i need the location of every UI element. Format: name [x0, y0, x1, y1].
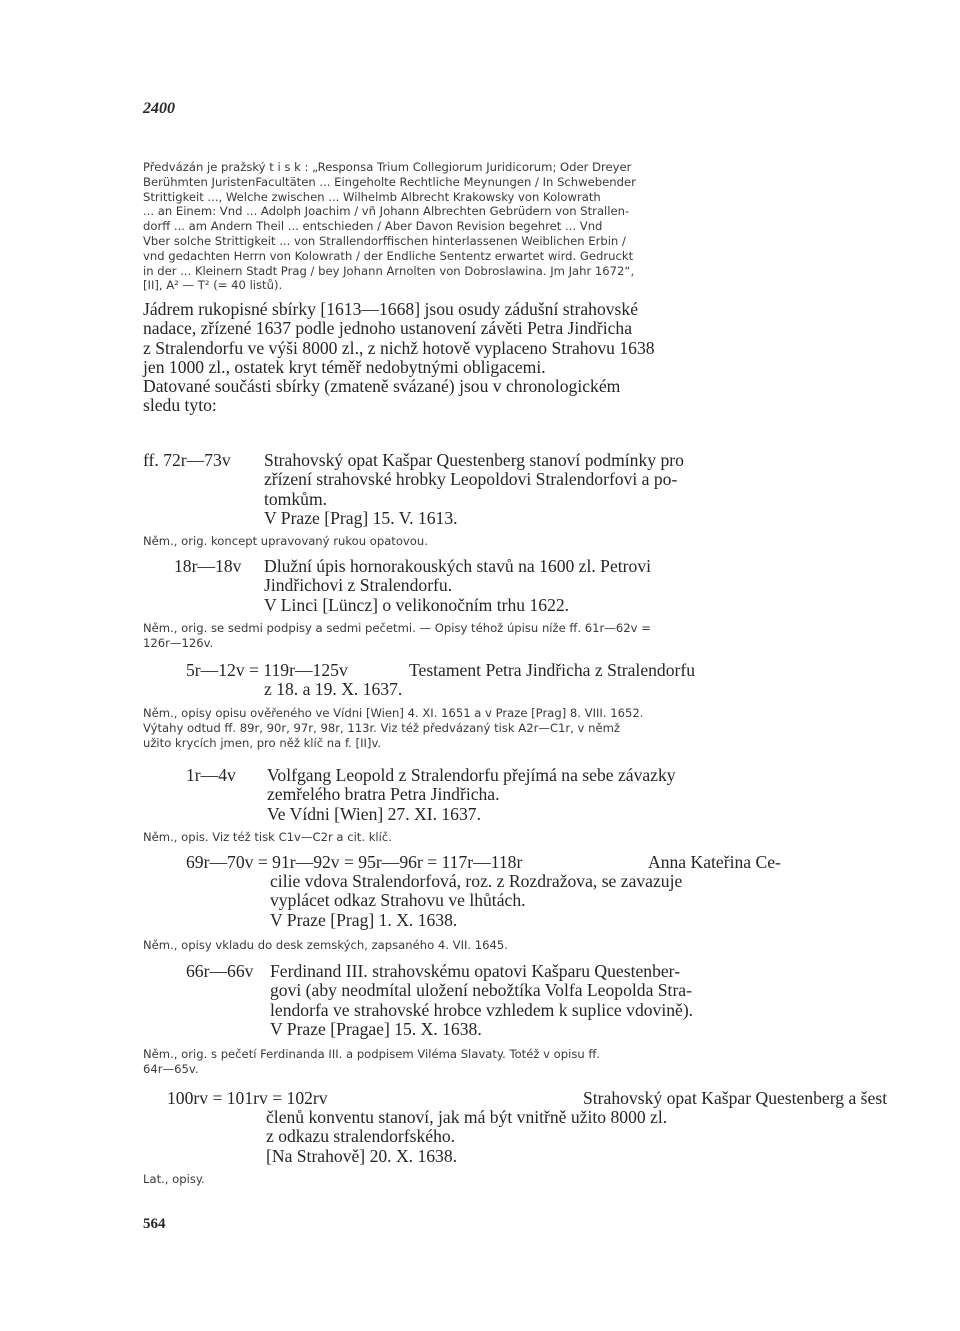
entry-note-line: užito krycích jmen, pro něž klíč na f. [II]v. — [143, 735, 382, 750]
entry-regest — [409, 661, 824, 680]
intro-line: Jádrem rukopisné sbírky [1613—1668] jsou osudy zádušní strahovské — [143, 299, 639, 319]
print-note — [143, 160, 823, 293]
entry-folio-reference: 66r—66v — [186, 961, 254, 981]
intro-paragraph — [143, 300, 823, 416]
entry-folio-reference: 69r—70v = 91r—92v = 95r—96r = 117r—118r — [186, 852, 523, 872]
intro-line: Datované součásti sbírky (zmateně svázané) jsou v chronologickém — [143, 376, 621, 397]
entry-regest — [270, 962, 830, 1039]
print-note-line: dorff ... am Andern Theil ... entschieden / Aber Davon Revision begehret ... Vnd — [143, 219, 603, 234]
entry-folio-reference: 18r—18v — [174, 556, 242, 576]
print-note-line: in der ... Kleinern Stadt Prag / bey Johann Arnolten von Dobroslawina. Jm Jahr 1672“, — [143, 263, 635, 278]
page-number: 564 — [143, 1216, 166, 1232]
entry-note-line: Výtahy odtud ff. 89r, 90r, 97r, 98r, 113r. Viz též předvázaný tisk A2r—C1r, v němž — [143, 720, 620, 735]
entry-note-line: Něm., opisy opisu ověřeného ve Vídni [Wien] 4. XI. 1651 a v Praze [Prag] 8. VIII. 1652. — [143, 706, 644, 720]
entry-regest-line: Volfgang Leopold z Stralendorfu přejímá na sebe závazky — [267, 765, 676, 785]
entry-regest — [267, 766, 827, 824]
entry-regest-line: govi (aby neodmítal uložení nebožtíka Volfa Leopolda Stra- — [270, 980, 692, 1001]
entry-date-line: V Praze [Pragae] 15. X. 1638. — [270, 1018, 482, 1039]
entry-regest-line: Strahovský opat Kašpar Questenberg stanoví podmínky pro — [264, 450, 684, 470]
entry-note-line: Lat., opisy. — [143, 1172, 205, 1186]
entry-note — [143, 830, 823, 845]
entry-regest — [648, 853, 828, 872]
intro-line: sledu tyto: — [143, 395, 217, 416]
entry-regest-line: lendorfa ve strahovské hrobce vzhledem k suplice vdovině). — [270, 999, 694, 1020]
entry-regest-line: z odkazu stralendorfského. — [266, 1126, 456, 1147]
entry-note-line: Něm., orig. koncept upravovaný rukou opatovou. — [143, 534, 428, 548]
intro-line: z Stralendorfu ve výši 8000 zl., z nichž hotově vyplaceno Strahovu 1638 — [143, 337, 655, 358]
entry-folio-reference: ff. 72r—73v — [143, 450, 231, 470]
entry-regest-line: cilie vdova Stralendorfová, roz. z Rozdražova, se zavazuje — [270, 871, 683, 891]
entry-note — [143, 938, 823, 953]
entry-regest-line: zřízení strahovské hrobky Leopoldovi Stralendorfovi a po- — [264, 469, 678, 490]
entry-folio-reference: 1r—4v — [186, 765, 236, 785]
intro-line: jen 1000 zl., ostatek kryt téměř nedobytnými obligacemi. — [143, 356, 546, 377]
entry-regest — [264, 451, 824, 528]
entry-note-line: Něm., orig. se sedmi podpisy a sedmi pečetmi. — Opisy téhož úpisu níže ff. 61r—62v = — [143, 621, 651, 635]
entry-regest-line: Strahovský opat Kašpar Questenberg a šest — [583, 1088, 888, 1108]
print-note-line: ... an Einem: Vnd ... Adolph Joachim / vñ Johann Albrechten Gebrüdern von Strallen- — [143, 204, 630, 219]
entry-regest-line: členů konventu stanoví, jak má být vnitřně užito 8000 zl. — [266, 1107, 668, 1127]
entry-date-line: Ve Vídni [Wien] 27. XI. 1637. — [267, 803, 481, 824]
entry-date-line: [Na Strahově] 20. X. 1638. — [266, 1145, 458, 1166]
entry-note — [143, 706, 823, 750]
entry-date — [264, 680, 824, 699]
entry-regest-line: Ferdinand III. strahovskému opatovi Kašparu Questenber- — [270, 961, 681, 981]
entry-regest-continued — [270, 872, 830, 930]
print-note-line: Vber solche Strittigkeit ... von Strallendorffischen hinterlassenen Weiblichen Erbin / — [143, 233, 626, 248]
print-note-line: [II], A² — T² (= 40 listů). — [143, 278, 283, 293]
entry-folio-reference: 5r—12v = 119r—125v — [186, 660, 348, 680]
entry-regest-line: tomkům. — [264, 488, 328, 509]
entry-date-line: V Praze [Prag] 15. V. 1613. — [264, 507, 458, 528]
print-note-line: vnd gedachten Herrn von Kolowrath / der Endliche Sententz erwartet wird. Gedruckt — [143, 248, 634, 263]
print-note-line: Předvázán je pražský t i s k : „Responsa Trium Collegiorum Juridicorum; Oder Dreyer — [143, 160, 632, 174]
print-note-line: Strittigkeit ..., Welche zwischen ... Wilhelmb Albrecht Krakowsky von Kolowrath — [143, 189, 601, 204]
entry-regest-line: Jindřichovi z Stralendorfu. — [264, 575, 453, 596]
entry-note — [143, 1047, 823, 1077]
entry-regest-line: Anna Kateřina Ce- — [648, 852, 781, 872]
entry-note-line: Něm., orig. s pečetí Ferdinanda III. a podpisem Viléma Slavaty. Totéž v opisu ff. — [143, 1047, 601, 1061]
entry-date-line: z 18. a 19. X. 1637. — [264, 679, 403, 699]
intro-line: nadace, zřízené 1637 podle jednoho ustanovení závěti Petra Jindřicha — [143, 318, 633, 339]
entry-date-line: V Linci [Lüncz] o velikonočním trhu 1622. — [264, 594, 570, 615]
entry-note-line: Něm., opis. Viz též tisk C1v—C2r a cit. klíč. — [143, 830, 392, 844]
entry-note — [143, 1172, 823, 1187]
entry-note-line: Něm., opisy vkladu do desk zemských, zapsaného 4. VII. 1645. — [143, 938, 508, 952]
entry-regest-line: Dlužní úpis hornorakouských stavů na 1600 zl. Petrovi — [264, 556, 652, 576]
entry-regest — [583, 1088, 888, 1108]
entry-regest-continued — [266, 1108, 826, 1166]
print-note-line: Berühmten JuristenFacultäten ... Eingeholte Rechtliche Meynungen / In Schwebender — [143, 174, 636, 189]
entry-date-line: V Praze [Prag] 1. X. 1638. — [270, 909, 458, 930]
entry-note-line: 64r—65v. — [143, 1061, 199, 1076]
entry-regest — [264, 557, 824, 615]
catalog-number: 2400 — [143, 100, 175, 117]
entry-regest-line: vyplácet odkaz Strahovu ve lhůtách. — [270, 890, 526, 911]
entry-note — [143, 534, 823, 549]
entry-note — [143, 621, 823, 651]
entry-regest-line: Testament Petra Jindřicha z Stralendorfu — [409, 660, 696, 680]
entry-regest-line: zemřelého bratra Petra Jindřicha. — [267, 784, 500, 805]
entry-folio-reference: 100rv = 101rv = 102rv — [167, 1088, 328, 1108]
entry-note-line: 126r—126v. — [143, 635, 214, 650]
